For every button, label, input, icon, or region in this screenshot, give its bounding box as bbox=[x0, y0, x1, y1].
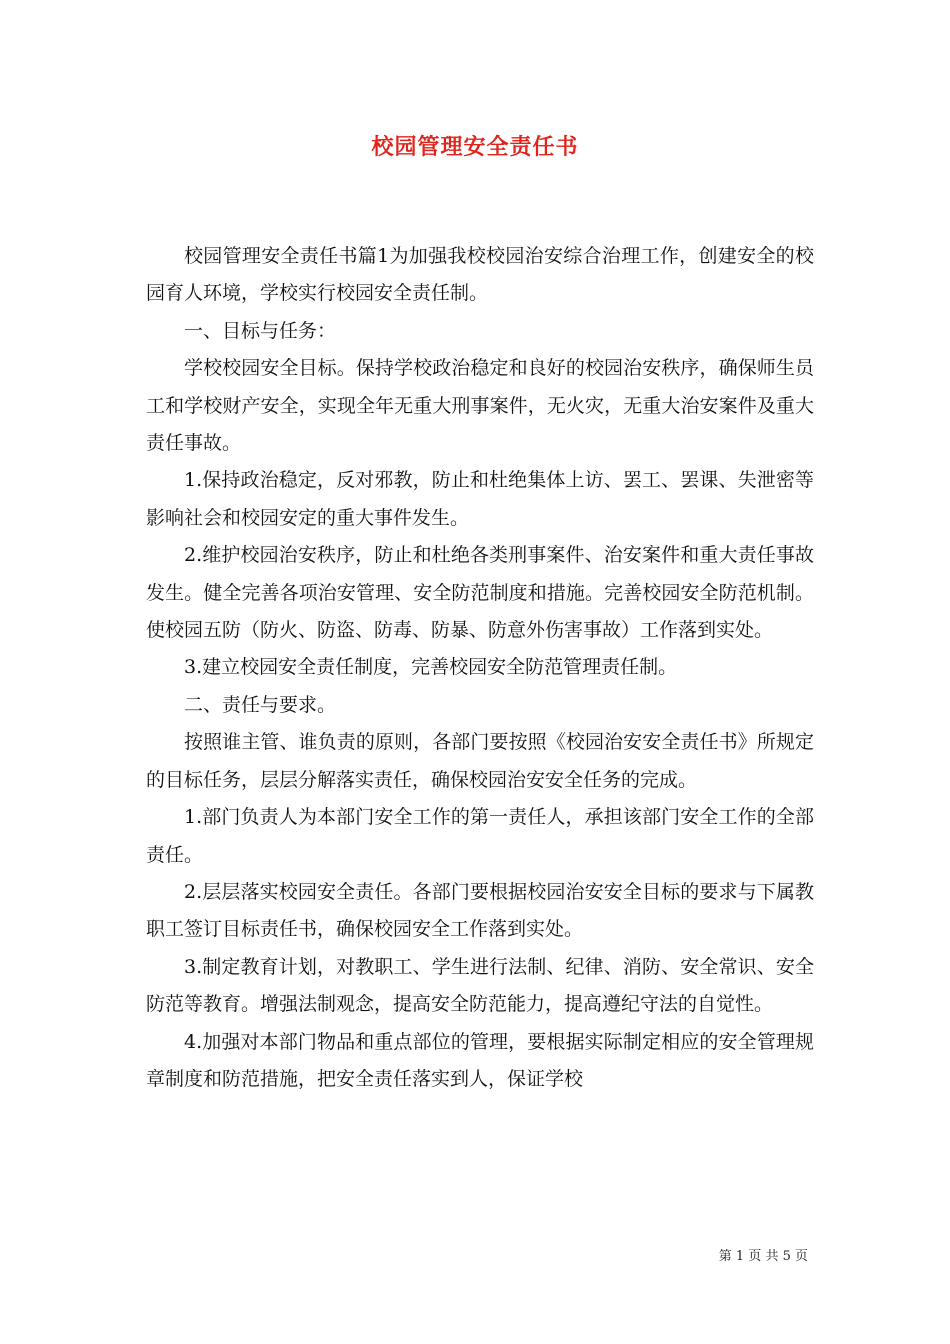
paragraph: 学校校园安全目标。保持学校政治稳定和良好的校园治安秩序，确保师生员工和学校财产安全，实现全年无重大刑事案件，无火灾，无重大治安案件及重大责任事故。 bbox=[146, 357, 814, 455]
paragraph: 按照谁主管、谁负责的原则，各部门要按照《校园治安安全责任书》所规定的目标任务，层层分解落实责任，确保校园治安安全任务的完成。 bbox=[146, 731, 814, 791]
section-heading: 一、目标与任务： bbox=[184, 319, 337, 342]
list-item: 2.层层落实校园安全责任。各部门要根据校园治安安全目标的要求与下属教职工签订目标责任书，确保校园安全工作落到实处。 bbox=[146, 880, 814, 941]
paragraph: 校园管理安全责任书篇1为加强我校校园治安综合治理工作，创建安全的校园育人环境，学校实行校园安全责任制。 bbox=[146, 245, 814, 305]
document-body bbox=[146, 238, 814, 1098]
list-item: 1.部门负责人为本部门安全工作的第一责任人，承担该部门安全工作的全部责任。 bbox=[146, 806, 814, 866]
list-item: 3.制定教育计划，对教职工、学生进行法制、纪律、消防、安全常识、安全防范等教育。增强法制观念，提高安全防范能力，提高遵纪守法的自觉性。 bbox=[146, 955, 814, 1016]
page-number-footer: 第 1 页 共 5 页 bbox=[718, 1249, 808, 1264]
list-item: 4.加强对本部门物品和重点部位的管理，要根据实际制定相应的安全管理规章制度和防范措施，把安全责任落实到人，保证学校 bbox=[146, 1030, 814, 1090]
list-item: 3.建立校园安全责任制度，完善校园安全防范管理责任制。 bbox=[184, 656, 678, 679]
section-heading: 二、责任与要求。 bbox=[184, 693, 337, 716]
list-item: 2.维护校园治安秩序，防止和杜绝各类刑事案件、治安案件和重大责任事故发生。健全完善各项治安管理、安全防范制度和措施。完善校园安全防范机制。使校园五防（防火、防盗、防毒、防暴、防意外伤害事故）工作落到实处。 bbox=[146, 544, 814, 642]
document-title: 校园管理安全责任书 bbox=[371, 134, 579, 160]
list-item: 1.保持政治稳定，反对邪教，防止和杜绝集体上访、罢工、罢课、失泄密等影响社会和校园安定的重大事件发生。 bbox=[146, 469, 814, 529]
